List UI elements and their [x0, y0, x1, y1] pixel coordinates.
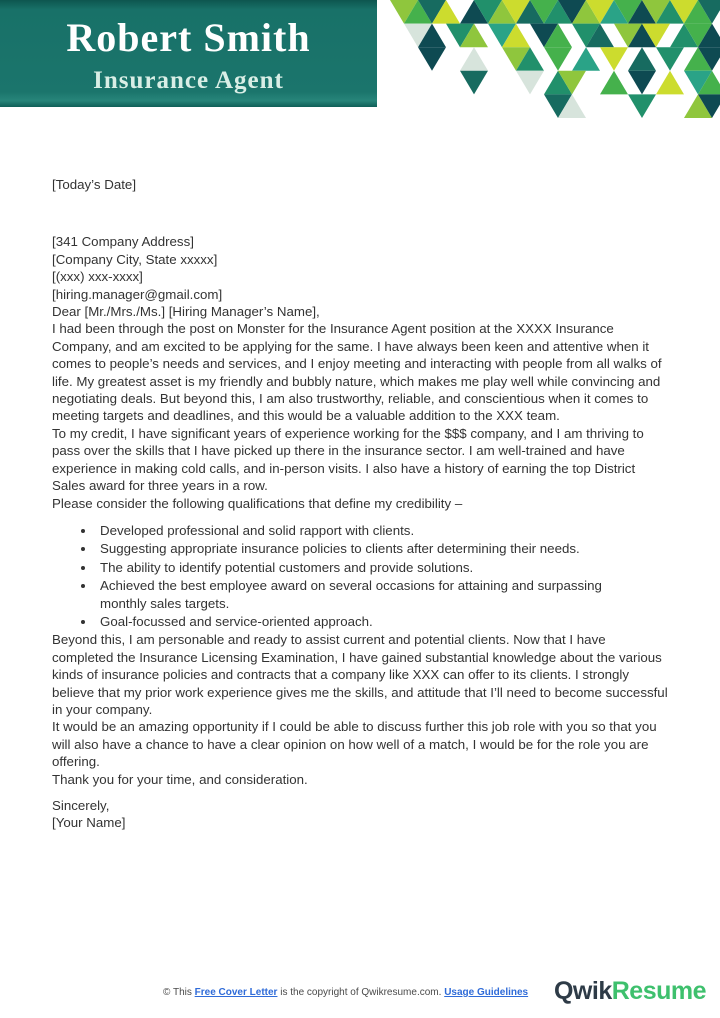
- logo-qwik-text: Qwik: [553, 977, 612, 1005]
- address-line: [hiring.manager@gmail.com]: [52, 286, 223, 302]
- paragraph-personable: Beyond this, I am personable and ready to assist current and potential clients. Now that I have completed the Insurance Licensing Examination, I have gained substantial knowledge about the various kinds of insurance policies and contracts that a company like XXX can offer to its clients. I strongly believe that my prior work experience gives me the skills, and attitude that I’ll need to become successful in your company.: [52, 632, 668, 717]
- paragraph-intro: I had been through the post on Monster for the Insurance Agent position at the XXXX Insurance Company, and am excited to be applying for the same. I have always been keen and attentive when it comes to people’s needs and services, and I enjoy meeting and interacting with people from all walks of life. My greatest asset is my friendly and bubbly nature, which makes me play well while convincing and negotiating deals. But beyond this, I am also trustworthy, reliable, and conscientious when it comes to meeting targets and deadlines, and this would be a valuable addition to the XXX team.: [52, 321, 662, 424]
- candidate-name: Robert Smith: [66, 15, 311, 60]
- free-cover-letter-link[interactable]: Free Cover Letter: [194, 987, 278, 998]
- signature-placeholder: [Your Name]: [52, 815, 126, 831]
- footer: [0, 975, 720, 1018]
- triangle-mosaic-decoration: [390, 0, 720, 118]
- qualifications-list: [52, 522, 652, 630]
- copyright-prefix: © This: [163, 987, 195, 998]
- logo-resume-text: Resume: [611, 977, 706, 1005]
- qualification-item: • Goal-focussed and service-oriented approach.: [96, 613, 652, 630]
- address-line: [341 Company Address]: [52, 234, 194, 250]
- paragraph-experience: To my credit, I have significant years of experience working for the $$$ company, and I am thriving to pass over the skills that I have picked up there in the insurance sector. I am well-trained and have experience in making cold calls, and in-person visits. I also have a history of earning the top District Sales award for three years in a row.: [52, 425, 644, 494]
- letter-body: [0, 118, 720, 832]
- address-line: [Company City, State xxxxx]: [52, 251, 218, 267]
- company-address-block: [52, 233, 670, 303]
- copyright-line: [163, 987, 528, 998]
- qualification-item: • Suggesting appropriate insurance policies to clients after determining their needs.: [96, 540, 652, 557]
- qualification-item: • Developed professional and solid rapport with clients.: [96, 522, 652, 539]
- qwikresume-logo: [554, 977, 706, 1006]
- address-line: [(xxx) xxx-xxxx]: [52, 269, 143, 285]
- signoff: Sincerely,: [52, 798, 110, 813]
- header: [0, 0, 720, 118]
- date-line: [Today’s Date]: [52, 177, 137, 192]
- copyright-middle: is the copyright of Qwikresume.com.: [277, 987, 445, 998]
- signoff-block: [52, 797, 670, 832]
- qualification-item: • Achieved the best employee award on several occasions for attaining and surpassing monthly sales targets.: [96, 577, 652, 612]
- header-banner: [0, 0, 377, 107]
- thank-you-line: Thank you for your time, and consideration.: [52, 771, 308, 787]
- candidate-job-title: Insurance Agent: [93, 67, 284, 94]
- paragraph-opportunity: It would be an amazing opportunity if I could be able to discuss further this job role with you so that you will also have a chance to have a clear opinion on how well of a match, I would be for the role you are offering.: [52, 719, 657, 770]
- qualification-item: • The ability to identify potential customers and provide solutions.: [96, 559, 652, 576]
- qualifications-intro: Please consider the following qualifications that define my credibility –: [52, 495, 463, 511]
- salutation: Dear [Mr./Mrs./Ms.] [Hiring Manager’s Name],: [52, 304, 320, 320]
- usage-guidelines-link[interactable]: Usage Guidelines: [444, 987, 529, 998]
